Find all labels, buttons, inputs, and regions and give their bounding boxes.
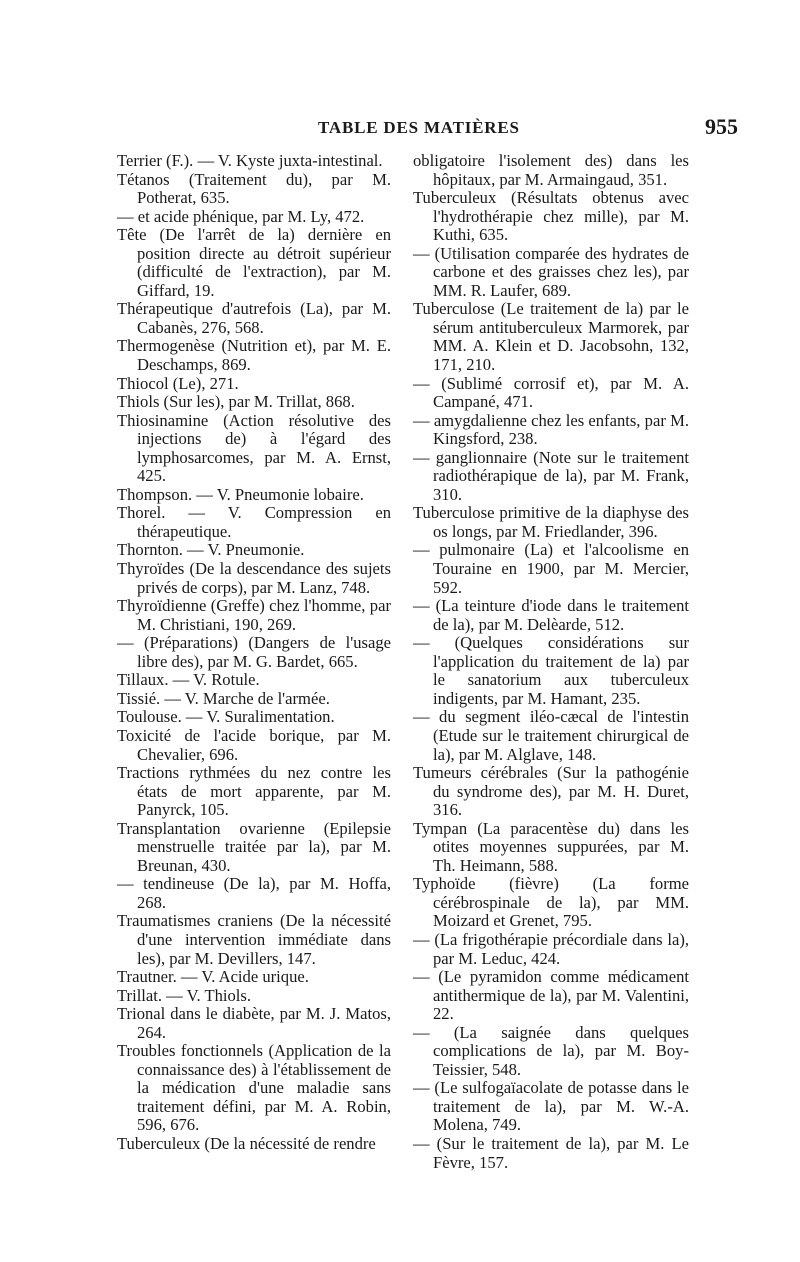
index-entry: Terrier (F.). — V. Kyste juxta-intestinal. (117, 151, 383, 170)
index-entry: Trautner. — V. Acide urique. (117, 967, 309, 987)
index-entry: — (Sur le traitement de la), par M. Le Fèvre, 157. (413, 1133, 689, 1172)
index-entry: — (La saignée dans quelques complications de la), par M. Boy-Teissier, 548. (413, 1022, 689, 1079)
index-column-left (117, 152, 391, 1154)
index-entry: Transplantation ovarienne (Epilepsie menstruelle traitée par la), par M. Breunan, 430. (117, 818, 391, 875)
index-entry: Toulouse. — V. Suralimentation. (117, 707, 335, 727)
index-entry: Thorel. — V. Compression en thérapeutique. (117, 503, 391, 541)
index-entry: — tendineuse (De la), par M. Hoffa, 268. (117, 874, 391, 912)
index-entry: Traumatismes craniens (De la nécessité d'une intervention immédiate dans les), par M. Devillers, 147. (117, 911, 391, 968)
index-entry: Trillat. — V. Thiols. (117, 985, 252, 1005)
index-entry: Thiocol (Le), 271. (117, 373, 239, 393)
index-entry: Thompson. — V. Pneumonie lobaire. (117, 484, 364, 504)
index-entry: Troubles fonctionnels (Application de la connaissance des) à l'établissement de la médication d'une maladie sans traitement défini, par M. A. Robin, 596, 676. (117, 1041, 391, 1135)
index-entry: Toxicité de l'acide borique, par M. Chevalier, 696. (117, 725, 391, 764)
index-entry: — du segment iléo-cæcal de l'intestin (Etude sur le traitement chirurgical de la), par M. Alglave, 148. (413, 707, 689, 764)
index-entry: obligatoire l'isolement des) dans les hôpitaux, par M. Armaingaud, 351. (413, 151, 689, 189)
index-entry: Thiols (Sur les), par M. Trillat, 868. (117, 392, 355, 412)
index-entry: Thyroïdes (De la descendance des sujets privés de corps), par M. Lanz, 748. (117, 559, 391, 597)
index-entry: Tuberculose (Le traitement de la) par le sérum antituberculeux Marmorek, par MM. A. Klein et D. Jacobsohn, 132, 171, 210. (413, 299, 689, 375)
index-entry: Tuberculose primitive de la diaphyse des os longs, par M. Friedlander, 396. (413, 503, 689, 541)
index-entry: Tuberculeux (Résultats obtenus avec l'hydrothérapie chez mille), par M. Kuthi, 635. (413, 188, 689, 245)
index-entry: — (Quelques considérations sur l'application du traitement de la) par le sanatorium aux tuberculeux indigents, par M. Hamant, 235. (413, 633, 689, 708)
index-entry: Tumeurs cérébrales (Sur la pathogénie du syndrome des), par M. H. Duret, 316. (413, 763, 689, 820)
index-entry: Tuberculeux (De la nécessité de rendre (117, 1133, 376, 1153)
index-entry: — ganglionnaire (Note sur le traitement radiothérapique de la), par M. Frank, 310. (413, 447, 689, 504)
index-entry: — (Utilisation comparée des hydrates de carbone et des graisses chez les), par MM. R. Laufer, 689. (413, 243, 689, 300)
index-entry: Tympan (La paracentèse du) dans les otites moyennes suppurées, par M. Th. Heimann, 588. (413, 818, 689, 875)
index-entry: — (Le pyramidon comme médicament antithermique de la), par M. Valentini, 22. (413, 967, 689, 1024)
index-entry: — (La frigothérapie précordiale dans la), par M. Leduc, 424. (413, 929, 689, 968)
index-entry: Tissié. — V. Marche de l'armée. (117, 688, 330, 708)
running-title: TABLE DES MATIÈRES (318, 118, 520, 137)
index-entry: — et acide phénique, par M. Ly, 472. (117, 206, 365, 226)
index-entry: Tête (De l'arrêt de la) dernière en position directe au détroit supérieur (difficulté de l'extraction), par M. Giffard, 19. (117, 225, 391, 300)
index-entry: — (Le sulfogaïacolate de potasse dans le traitement de la), par M. W.-A. Molena, 749. (413, 1078, 689, 1135)
index-entry: — (Sublimé corrosif et), par M. A. Campané, 471. (413, 373, 689, 412)
index-entry: Trional dans le diabète, par M. J. Matos, 264. (117, 1004, 391, 1042)
index-entry: — (Préparations) (Dangers de l'usage libre des), par M. G. Bardet, 665. (117, 633, 391, 671)
index-entry: — pulmonaire (La) et l'alcoolisme en Touraine en 1900, par M. Mercier, 592. (413, 540, 689, 597)
index-entry: Tétanos (Traitement du), par M. Potherat, 635. (117, 169, 391, 208)
index-entry: Tractions rythmées du nez contre les états de mort apparente, par M. Panyrck, 105. (117, 763, 391, 820)
index-entry: Tillaux. — V. Rotule. (117, 670, 260, 690)
index-entry: Typhoïde (fièvre) (La forme cérébrospinale de la), par MM. Moizard et Grenet, 795. (413, 874, 689, 931)
index-column-right (413, 152, 689, 1172)
index-entry: — (La teinture d'iode dans le traitement de la), par M. Delèarde, 512. (413, 596, 689, 634)
index-entry: Thiosinamine (Action résolutive des injections de) à l'égard des lymphosarcomes, par M. A. Ernst, 425. (117, 410, 391, 486)
index-entry: Thérapeutique d'autrefois (La), par M. Cabanès, 276, 568. (117, 299, 391, 337)
page-number: 955 (705, 114, 738, 139)
page-header (0, 112, 800, 142)
index-entry: Thermogenèse (Nutrition et), par M. E. Deschamps, 869. (117, 336, 391, 375)
index-entry: — amygdalienne chez les enfants, par M. Kingsford, 238. (413, 410, 689, 449)
index-entry: Thornton. — V. Pneumonie. (117, 540, 305, 560)
index-entry: Thyroïdienne (Greffe) chez l'homme, par M. Christiani, 190, 269. (117, 596, 391, 634)
